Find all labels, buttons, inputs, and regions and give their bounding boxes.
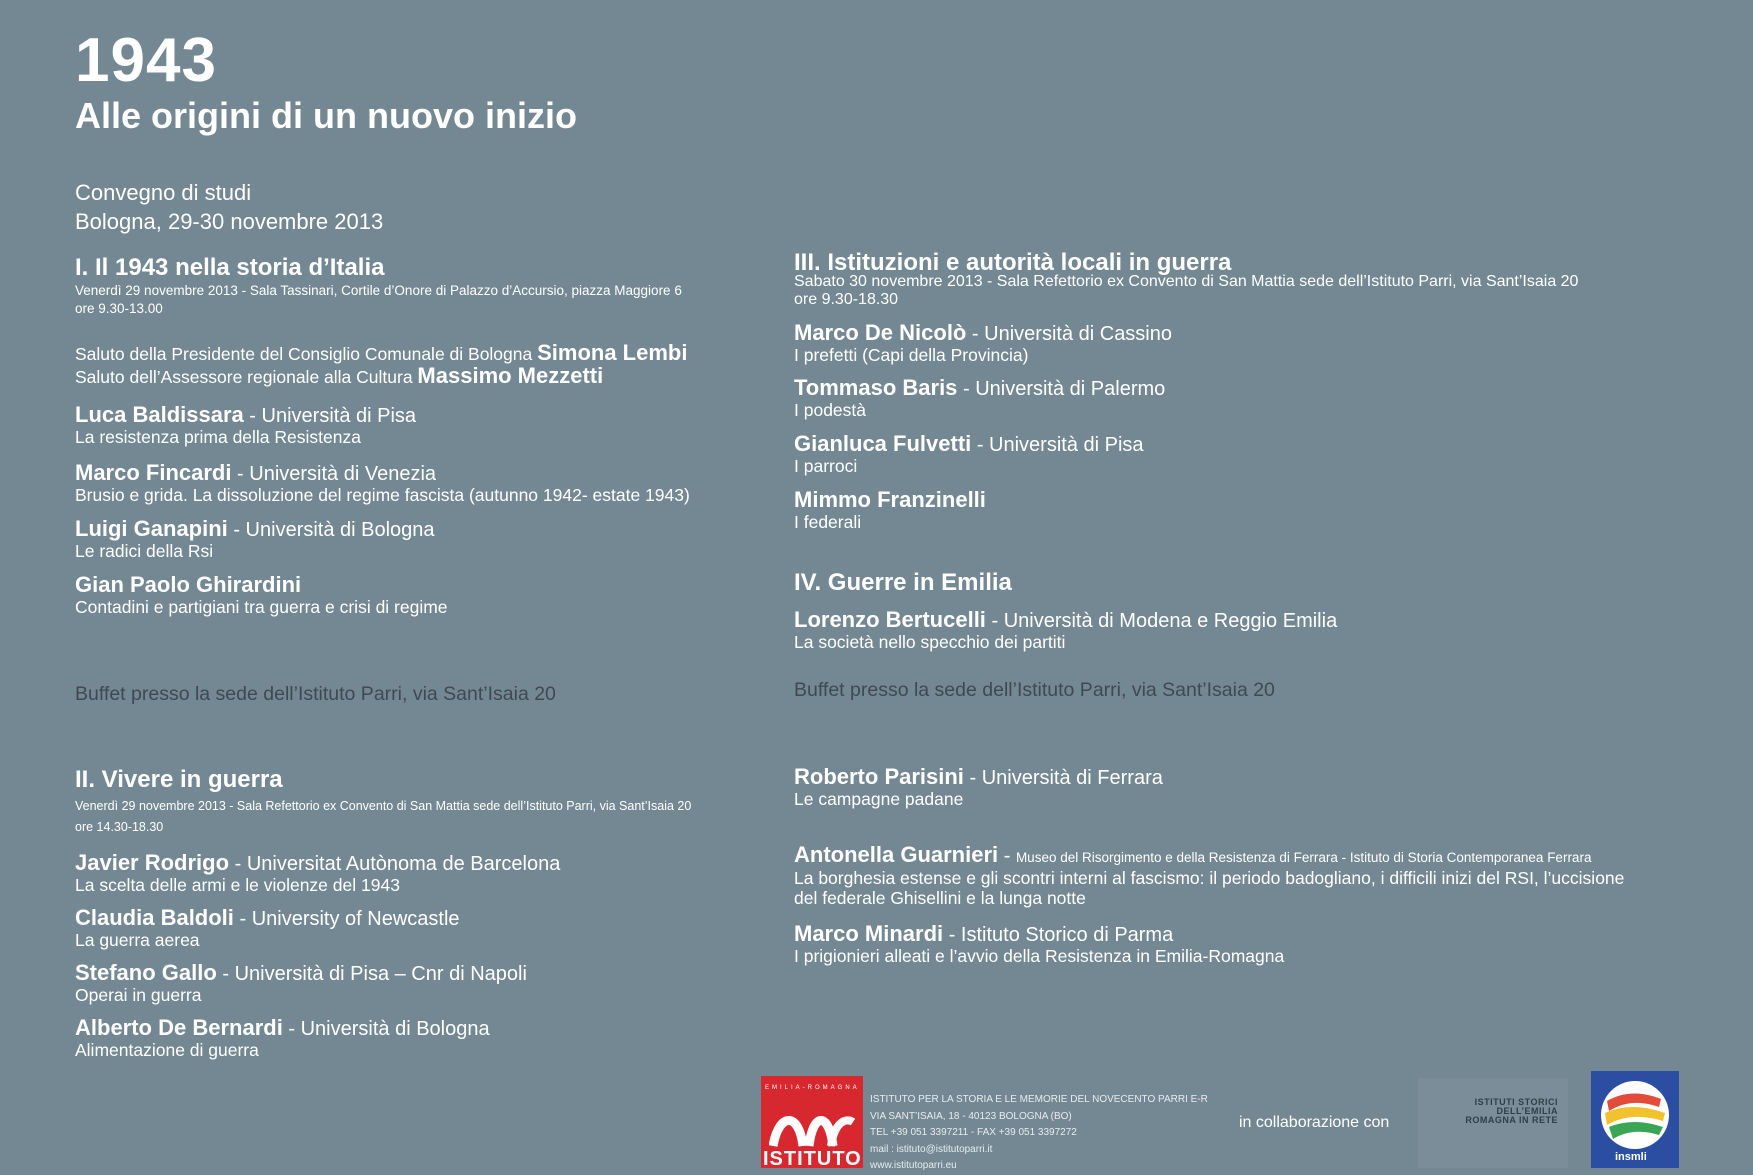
speaker-name: Marco Minardi — [794, 921, 944, 946]
greeting-2-name: Massimo Mezzetti — [417, 363, 604, 388]
greeting-1 — [75, 342, 687, 365]
speaker-line — [794, 609, 1337, 632]
istituto-contacts — [870, 1092, 1208, 1175]
section-1-venue: Venerdì 29 novembre 2013 - Sala Tassinari, Cortile d’Onore di Palazzo d’Accursio, piazza Maggiore 6 — [75, 283, 682, 298]
istituto-phone: TEL +39 051 3397211 - FAX +39 051 3397272 — [870, 1127, 1077, 1138]
collaboration-label: in collaborazione con — [1239, 1114, 1390, 1131]
talk-title: Operai in guerra — [75, 985, 202, 1005]
talk-title: La scelta delle armi e le violenze del 1943 — [75, 875, 400, 895]
speaker-block — [75, 462, 690, 505]
speaker-line — [75, 574, 448, 597]
speaker-line — [794, 377, 1165, 400]
insmli-logo — [1591, 1071, 1679, 1168]
speaker-name: Gianluca Fulvetti — [794, 431, 972, 456]
greeting-2 — [75, 365, 687, 388]
speaker-affiliation: - Università di Pisa — [243, 405, 417, 427]
speaker-block — [794, 609, 1337, 652]
istituti-storici-text: ISTITUTI STORICI DELL’EMILIA ROMAGNA IN RETE — [1465, 1097, 1558, 1125]
talk-title: Brusio e grida. La dissoluzione del regime fascista (autunno 1942- estate 1943) — [75, 485, 690, 505]
talk-title-continued: del federale Ghisellini e la lunga notte — [794, 888, 1086, 908]
talk-title: I podestà — [794, 400, 866, 420]
talk-title: La borghesia estense e gli scontri interni al fascismo: il periodo badogliano, i difficili inizi del RSI, l’uccisione — [794, 868, 1625, 888]
speaker-name: Roberto Parisini — [794, 764, 964, 789]
section-1-title: I. Il 1943 nella storia d’Italia — [75, 254, 385, 281]
speaker-affiliation: - Università di Bologna — [227, 519, 435, 541]
istituto-parri-logo — [761, 1076, 863, 1168]
buffet-note-2: Buffet presso la sede dell’Istituto Parri, via Sant’Isaia 20 — [794, 679, 1275, 701]
speaker-block — [75, 574, 448, 617]
speaker-name: Claudia Baldoli — [75, 905, 234, 930]
speaker-line — [794, 433, 1144, 456]
conference-info — [75, 178, 383, 236]
section-2-time: ore 14.30-18.30 — [75, 820, 164, 834]
talk-title: Le radici della Rsi — [75, 541, 214, 561]
speaker-name: Javier Rodrigo — [75, 850, 230, 875]
section-3-title: III. Istituzioni e autorità locali in guerra — [794, 249, 1232, 276]
speaker-name: Gian Paolo Ghirardini — [75, 572, 302, 597]
talk-title: Alimentazione di guerra — [75, 1040, 259, 1060]
buffet-note-1: Buffet presso la sede dell’Istituto Parri, via Sant’Isaia 20 — [75, 683, 556, 705]
speaker-name: Marco De Nicolò — [794, 320, 967, 345]
speaker-block — [794, 489, 986, 532]
talk-title: Le campagne padane — [794, 789, 964, 809]
event-year: 1943 — [75, 26, 217, 95]
speaker-block — [75, 404, 416, 447]
speaker-line — [75, 962, 527, 985]
section-1-time: ore 9.30-13.00 — [75, 301, 163, 316]
speaker-name: Lorenzo Bertucelli — [794, 607, 986, 632]
speaker-block — [794, 844, 1624, 908]
talk-title: I prigionieri alleati e l’avvio della Resistenza in Emilia-Romagna — [794, 946, 1285, 966]
istituti-storici-logo — [1418, 1078, 1568, 1168]
speaker-affiliation: - Università di Bologna — [282, 1018, 490, 1040]
logo-region-text: EMILIA-ROMAGNA — [765, 1085, 860, 1091]
section-3-venue: Sabato 30 novembre 2013 - Sala Refettorio ex Convento di San Mattia sede dell’Istituto Parri, via Sant’Isaia 20 — [794, 273, 1579, 290]
speaker-name: Luigi Ganapini — [75, 516, 228, 541]
section-1-meta — [75, 282, 682, 318]
speaker-line — [794, 322, 1172, 345]
talk-title: La guerra aerea — [75, 930, 200, 950]
speaker-affiliation: - Università di Modena e Reggio Emilia — [985, 610, 1338, 632]
speaker-block — [75, 518, 435, 561]
speaker-affiliation: - Istituto Storico di Parma — [943, 924, 1174, 946]
speaker-affiliation: - Universitat Autònoma de Barcelona — [229, 853, 561, 875]
istituto-name: ISTITUTO PER LA STORIA E LE MEMORIE DEL NOVECENTO PARRI E-R — [870, 1094, 1208, 1105]
insmli-word: insmli — [1615, 1151, 1647, 1163]
speaker-affiliation: - Università di Venezia — [231, 463, 437, 485]
speaker-block — [794, 433, 1144, 476]
greeting-2-text: Saluto dell’Assessore regionale alla Cultura — [75, 367, 418, 387]
speaker-name: Luca Baldissara — [75, 402, 244, 427]
speaker-name: Stefano Gallo — [75, 960, 217, 985]
speaker-line — [794, 766, 1163, 789]
speaker-name: Tommaso Baris — [794, 375, 958, 400]
speaker-block — [794, 322, 1172, 365]
speaker-block — [75, 907, 460, 950]
speaker-name: Alberto De Bernardi — [75, 1015, 283, 1040]
speaker-line — [794, 923, 1284, 946]
istituto-website: www.istitutoparri.eu — [870, 1160, 957, 1171]
speaker-line — [794, 844, 1624, 868]
section-2-venue: Venerdì 29 novembre 2013 - Sala Refettorio ex Convento di San Mattia sede dell’Istituto Parri, via Sant’Isaia 20 — [75, 799, 692, 813]
logo-word: ISTITUTO — [763, 1148, 862, 1168]
talk-title: I parroci — [794, 456, 858, 476]
speaker-affiliation: - Università di Ferrara — [963, 767, 1163, 789]
conference-place-date: Bologna, 29-30 novembre 2013 — [75, 209, 384, 234]
speaker-block — [75, 1017, 490, 1060]
speaker-line — [75, 404, 416, 427]
talk-title: I federali — [794, 512, 862, 532]
speaker-line — [75, 518, 435, 541]
speaker-affiliation-sep: - — [998, 845, 1016, 867]
istituto-email: mail : istituto@istitutoparri.it — [870, 1143, 993, 1155]
speaker-affiliation: - Università di Palermo — [957, 378, 1166, 400]
speaker-block — [75, 852, 560, 895]
speaker-line — [794, 489, 986, 512]
speaker-line — [75, 1017, 490, 1040]
talk-title: I prefetti (Capi della Provincia) — [794, 345, 1029, 365]
section-2-title: II. Vivere in guerra — [75, 766, 283, 793]
section-3-time: ore 9.30-18.30 — [794, 291, 899, 308]
speaker-line — [75, 462, 690, 485]
speaker-affiliation: - Università di Pisa — [971, 434, 1144, 456]
speaker-affiliation: - Università di Cassino — [966, 323, 1172, 345]
greeting-1-name: Simona Lembi — [537, 340, 688, 365]
speaker-name: Marco Fincardi — [75, 460, 232, 485]
conference-type: Convegno di studi — [75, 180, 252, 205]
greeting-1-text: Saluto della Presidente del Consiglio Comunale di Bologna — [75, 344, 538, 364]
talk-title: La società nello specchio dei partiti — [794, 632, 1066, 652]
logo-mark-icon — [769, 1106, 855, 1148]
section-3-meta — [794, 273, 1578, 309]
speaker-block — [794, 377, 1165, 420]
speaker-name: Mimmo Franzinelli — [794, 487, 986, 512]
speaker-block — [75, 962, 527, 1005]
speaker-affiliation: Museo del Risorgimento e della Resistenza di Ferrara - Istituto di Storia Contemporanea Ferrara — [1015, 850, 1592, 865]
speaker-affiliation: - University of Newcastle — [233, 908, 460, 930]
speaker-block — [794, 766, 1163, 809]
section-2-meta — [75, 796, 691, 838]
speaker-block — [794, 923, 1284, 966]
greetings — [75, 342, 687, 388]
speaker-line — [75, 907, 460, 930]
speaker-affiliation: - Università di Pisa – Cnr di Napoli — [216, 963, 527, 985]
event-subtitle: Alle origini di un nuovo inizio — [75, 95, 577, 136]
istituto-address: VIA SANT’ISAIA, 18 - 40123 BOLOGNA (BO) — [870, 1110, 1072, 1122]
talk-title: Contadini e partigiani tra guerra e crisi di regime — [75, 597, 448, 617]
talk-title: La resistenza prima della Resistenza — [75, 427, 361, 447]
section-4-title: IV. Guerre in Emilia — [794, 569, 1012, 596]
speaker-line — [75, 852, 560, 875]
speaker-name: Antonella Guarnieri — [794, 842, 999, 867]
